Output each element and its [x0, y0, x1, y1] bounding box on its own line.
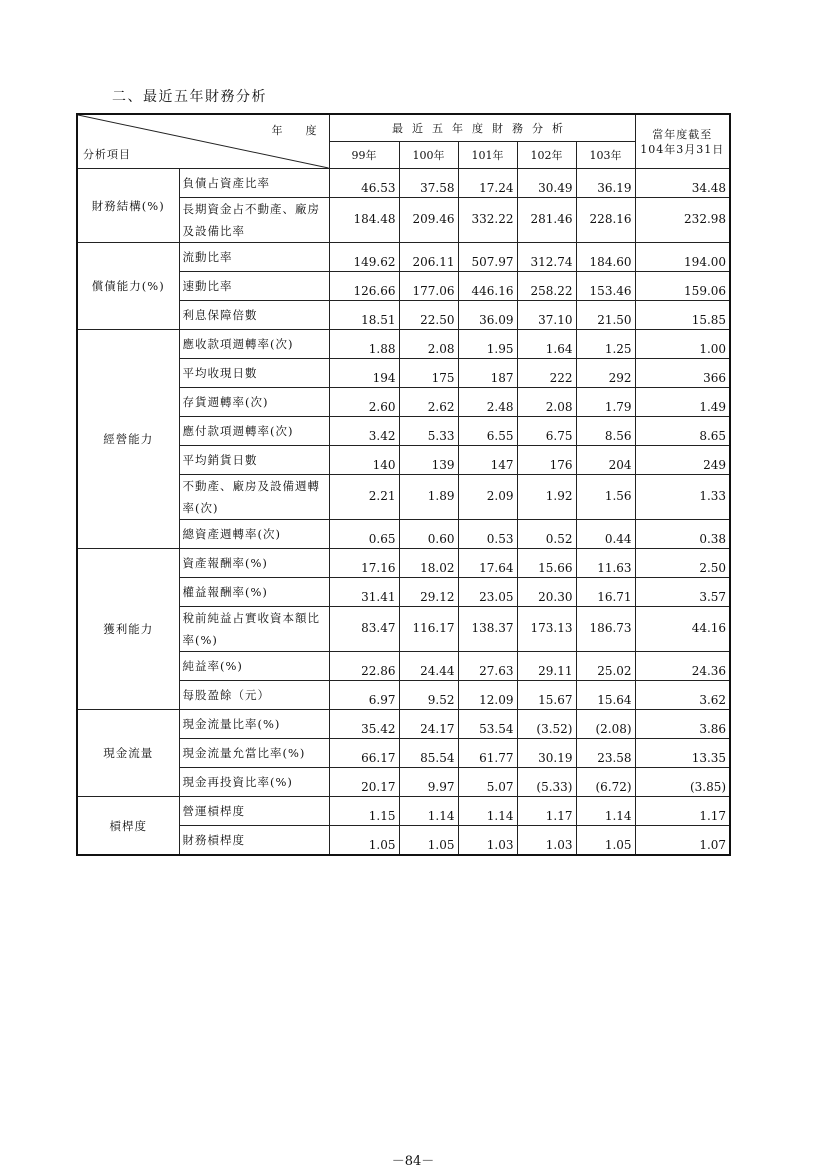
value-cell: 1.05	[576, 826, 635, 856]
value-cell: 1.03	[517, 826, 576, 856]
current-value-cell: 8.65	[635, 417, 730, 446]
year-header: 100年	[399, 142, 458, 169]
value-cell: 2.62	[399, 388, 458, 417]
item-label-cell: 負債占資產比率	[179, 169, 329, 198]
value-cell: 35.42	[329, 710, 399, 739]
value-cell: 36.09	[458, 301, 517, 330]
value-cell: 139	[399, 446, 458, 475]
value-cell: 15.67	[517, 681, 576, 710]
item-label-cell: 平均收現日數	[179, 359, 329, 388]
value-cell: 24.44	[399, 652, 458, 681]
value-cell: 176	[517, 446, 576, 475]
item-label-cell: 現金再投資比率(%)	[179, 768, 329, 797]
value-cell: 1.05	[329, 826, 399, 856]
value-cell: 85.54	[399, 739, 458, 768]
value-cell: (3.52)	[517, 710, 576, 739]
value-cell: 17.16	[329, 549, 399, 578]
value-cell: 2.08	[399, 330, 458, 359]
value-cell: 292	[576, 359, 635, 388]
current-value-cell: 1.49	[635, 388, 730, 417]
value-cell: (6.72)	[576, 768, 635, 797]
value-cell: 126.66	[329, 272, 399, 301]
item-label-cell: 資產報酬率(%)	[179, 549, 329, 578]
corner-item-label: 分析項目	[83, 148, 131, 161]
item-label-cell: 存貨週轉率(次)	[179, 388, 329, 417]
table-row	[77, 243, 730, 272]
item-label-cell: 總資產週轉率(次)	[179, 520, 329, 549]
value-cell: (5.33)	[517, 768, 576, 797]
value-cell: 1.64	[517, 330, 576, 359]
value-cell: 184.48	[329, 198, 399, 243]
value-cell: 9.97	[399, 768, 458, 797]
value-cell: 186.73	[576, 607, 635, 652]
current-header-line-2: 104年3月31日	[640, 142, 725, 156]
value-cell: (2.08)	[576, 710, 635, 739]
value-cell: 24.17	[399, 710, 458, 739]
current-value-cell: 3.62	[635, 681, 730, 710]
current-value-cell: 232.98	[635, 198, 730, 243]
value-cell: 258.22	[517, 272, 576, 301]
value-cell: 222	[517, 359, 576, 388]
corner-year-label: 年 度	[271, 124, 323, 137]
value-cell: 29.11	[517, 652, 576, 681]
current-value-cell: 194.00	[635, 243, 730, 272]
current-value-cell: 15.85	[635, 301, 730, 330]
value-cell: 21.50	[576, 301, 635, 330]
value-cell: 177.06	[399, 272, 458, 301]
value-cell: 184.60	[576, 243, 635, 272]
value-cell: 187	[458, 359, 517, 388]
header-row-1	[77, 114, 730, 142]
value-cell: 22.50	[399, 301, 458, 330]
value-cell: 446.16	[458, 272, 517, 301]
value-cell: 209.46	[399, 198, 458, 243]
value-cell: 173.13	[517, 607, 576, 652]
value-cell: 46.53	[329, 169, 399, 198]
year-header: 102年	[517, 142, 576, 169]
value-cell: 228.16	[576, 198, 635, 243]
value-cell: 2.60	[329, 388, 399, 417]
current-year-header	[635, 114, 730, 169]
year-header: 103年	[576, 142, 635, 169]
value-cell: 2.09	[458, 475, 517, 520]
item-label-cell: 不動產、廠房及設備週轉率(次)	[179, 475, 329, 520]
category-cell: 獲利能力	[77, 549, 179, 710]
value-cell: 2.48	[458, 388, 517, 417]
value-cell: 1.56	[576, 475, 635, 520]
table-row	[77, 169, 730, 198]
value-cell: 30.49	[517, 169, 576, 198]
value-cell: 0.53	[458, 520, 517, 549]
value-cell: 1.15	[329, 797, 399, 826]
item-label-cell: 現金流量比率(%)	[179, 710, 329, 739]
item-label-cell: 利息保障倍數	[179, 301, 329, 330]
value-cell: 18.51	[329, 301, 399, 330]
value-cell: 1.88	[329, 330, 399, 359]
value-cell: 9.52	[399, 681, 458, 710]
current-value-cell: 1.00	[635, 330, 730, 359]
item-label-cell: 應付款項週轉率(次)	[179, 417, 329, 446]
value-cell: 1.14	[399, 797, 458, 826]
current-value-cell: 159.06	[635, 272, 730, 301]
value-cell: 23.58	[576, 739, 635, 768]
item-label-cell: 平均銷貨日數	[179, 446, 329, 475]
current-value-cell: 24.36	[635, 652, 730, 681]
value-cell: 206.11	[399, 243, 458, 272]
value-cell: 3.42	[329, 417, 399, 446]
current-value-cell: 1.07	[635, 826, 730, 856]
value-cell: 1.89	[399, 475, 458, 520]
value-cell: 61.77	[458, 739, 517, 768]
item-label-cell: 純益率(%)	[179, 652, 329, 681]
value-cell: 6.97	[329, 681, 399, 710]
item-label-cell: 營運槓桿度	[179, 797, 329, 826]
current-value-cell: 3.57	[635, 578, 730, 607]
value-cell: 2.21	[329, 475, 399, 520]
year-header: 101年	[458, 142, 517, 169]
category-cell: 槓桿度	[77, 797, 179, 856]
value-cell: 66.17	[329, 739, 399, 768]
table-body	[77, 114, 730, 855]
item-label-cell: 稅前純益占實收資本額比率(%)	[179, 607, 329, 652]
value-cell: 25.02	[576, 652, 635, 681]
value-cell: 1.17	[517, 797, 576, 826]
value-cell: 1.05	[399, 826, 458, 856]
value-cell: 1.14	[576, 797, 635, 826]
value-cell: 175	[399, 359, 458, 388]
value-cell: 140	[329, 446, 399, 475]
value-cell: 30.19	[517, 739, 576, 768]
value-cell: 0.60	[399, 520, 458, 549]
category-cell: 財務結構(%)	[77, 169, 179, 243]
value-cell: 204	[576, 446, 635, 475]
item-label-cell: 權益報酬率(%)	[179, 578, 329, 607]
value-cell: 37.10	[517, 301, 576, 330]
value-cell: 6.75	[517, 417, 576, 446]
value-cell: 8.56	[576, 417, 635, 446]
value-cell: 116.17	[399, 607, 458, 652]
item-label-cell: 現金流量允當比率(%)	[179, 739, 329, 768]
value-cell: 27.63	[458, 652, 517, 681]
item-label-cell: 每股盈餘（元）	[179, 681, 329, 710]
item-label-cell: 速動比率	[179, 272, 329, 301]
value-cell: 1.25	[576, 330, 635, 359]
value-cell: 20.17	[329, 768, 399, 797]
corner-header-cell	[77, 114, 329, 169]
value-cell: 6.55	[458, 417, 517, 446]
item-label-cell: 流動比率	[179, 243, 329, 272]
current-value-cell: 1.17	[635, 797, 730, 826]
current-value-cell: 249	[635, 446, 730, 475]
category-cell: 償債能力(%)	[77, 243, 179, 330]
value-cell: 1.79	[576, 388, 635, 417]
item-label-cell: 應收款項週轉率(次)	[179, 330, 329, 359]
value-cell: 0.52	[517, 520, 576, 549]
value-cell: 18.02	[399, 549, 458, 578]
year-header: 99年	[329, 142, 399, 169]
value-cell: 1.03	[458, 826, 517, 856]
value-cell: 83.47	[329, 607, 399, 652]
value-cell: 1.95	[458, 330, 517, 359]
current-value-cell: 34.48	[635, 169, 730, 198]
value-cell: 0.44	[576, 520, 635, 549]
value-cell: 22.86	[329, 652, 399, 681]
table-row	[77, 549, 730, 578]
value-cell: 153.46	[576, 272, 635, 301]
current-value-cell: 366	[635, 359, 730, 388]
current-value-cell: (3.85)	[635, 768, 730, 797]
value-cell: 37.58	[399, 169, 458, 198]
value-cell: 507.97	[458, 243, 517, 272]
value-cell: 332.22	[458, 198, 517, 243]
current-value-cell: 1.33	[635, 475, 730, 520]
value-cell: 16.71	[576, 578, 635, 607]
category-cell: 現金流量	[77, 710, 179, 797]
value-cell: 1.92	[517, 475, 576, 520]
current-value-cell: 0.38	[635, 520, 730, 549]
value-cell: 1.14	[458, 797, 517, 826]
financial-analysis-table	[76, 113, 731, 856]
category-cell: 經營能力	[77, 330, 179, 549]
value-cell: 17.64	[458, 549, 517, 578]
value-cell: 5.07	[458, 768, 517, 797]
value-cell: 138.37	[458, 607, 517, 652]
value-cell: 149.62	[329, 243, 399, 272]
current-value-cell: 13.35	[635, 739, 730, 768]
value-cell: 20.30	[517, 578, 576, 607]
page-title: 二、最近五年財務分析	[112, 89, 267, 105]
current-header-line-1: 當年度截至	[652, 127, 713, 141]
value-cell: 36.19	[576, 169, 635, 198]
value-cell: 5.33	[399, 417, 458, 446]
value-cell: 29.12	[399, 578, 458, 607]
table-row	[77, 797, 730, 826]
value-cell: 53.54	[458, 710, 517, 739]
value-cell: 281.46	[517, 198, 576, 243]
value-cell: 31.41	[329, 578, 399, 607]
value-cell: 2.08	[517, 388, 576, 417]
value-cell: 11.63	[576, 549, 635, 578]
value-cell: 17.24	[458, 169, 517, 198]
item-label-cell: 長期資金占不動產、廠房及設備比率	[179, 198, 329, 243]
page-number: －84－	[391, 1154, 435, 1169]
value-cell: 23.05	[458, 578, 517, 607]
table-row	[77, 330, 730, 359]
table-row	[77, 710, 730, 739]
five-year-header: 最近五年度財務分析	[329, 114, 635, 142]
value-cell: 0.65	[329, 520, 399, 549]
item-label-cell: 財務槓桿度	[179, 826, 329, 856]
value-cell: 312.74	[517, 243, 576, 272]
current-value-cell: 3.86	[635, 710, 730, 739]
value-cell: 15.64	[576, 681, 635, 710]
value-cell: 15.66	[517, 549, 576, 578]
value-cell: 12.09	[458, 681, 517, 710]
current-value-cell: 2.50	[635, 549, 730, 578]
current-value-cell: 44.16	[635, 607, 730, 652]
value-cell: 194	[329, 359, 399, 388]
value-cell: 147	[458, 446, 517, 475]
